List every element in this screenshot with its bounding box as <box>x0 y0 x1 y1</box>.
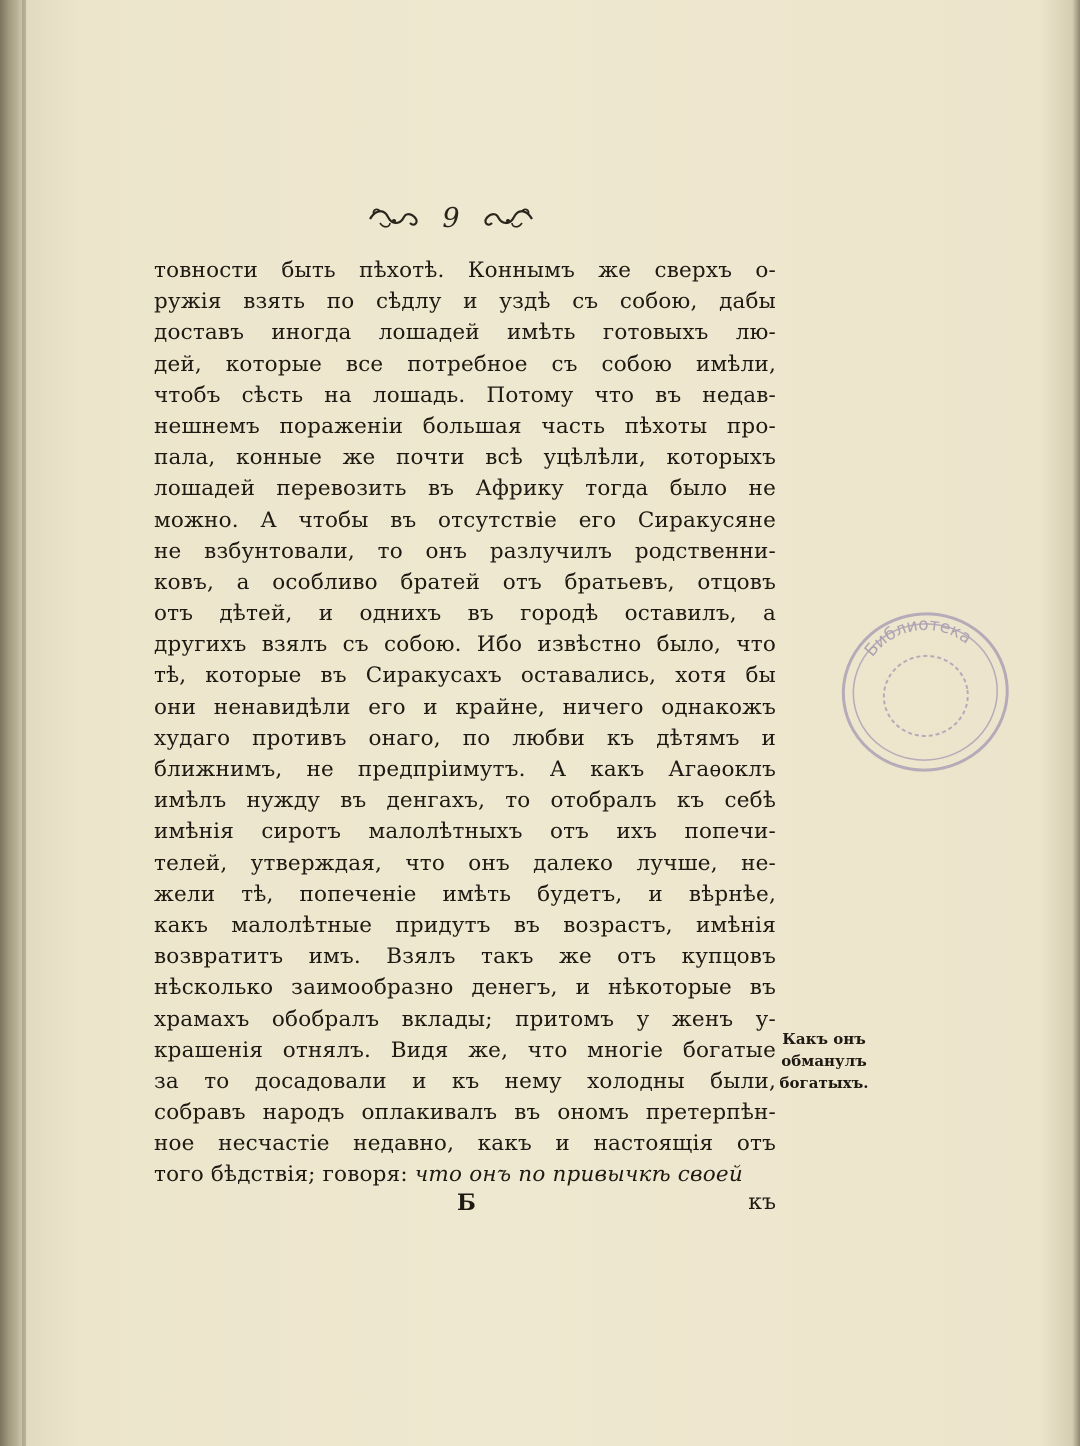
text-line: собравъ народъ оплакивалъ въ ономъ претерпѣн- <box>154 1100 776 1126</box>
text-line: имѣлъ нужду въ денгахъ, то отобралъ къ себѣ <box>154 788 776 814</box>
library-stamp-icon <box>818 588 1031 793</box>
page-header <box>366 196 536 240</box>
marginal-note-line: обманулъ <box>781 1052 867 1070</box>
body-text <box>154 255 776 1191</box>
text-line: они ненавидѣли его и крайне, ничего однакожъ <box>154 694 776 720</box>
page-footer <box>154 1190 776 1224</box>
marginal-note-line: Какъ онъ <box>782 1030 866 1048</box>
text-line: ное несчастіе недавно, какъ и настоящія отъ <box>154 1131 776 1157</box>
text-line: отъ дѣтей, и однихъ въ городѣ оставилъ, а <box>154 601 776 627</box>
text-line: ковъ, а особливо братей отъ братьевъ, отцовъ <box>154 569 776 595</box>
catchword: къ <box>748 1190 776 1215</box>
text-line: нѣсколько заимообразно денегъ, и нѣкоторые въ <box>154 975 776 1001</box>
text-line-last <box>154 1159 776 1190</box>
left-ornament-icon <box>366 203 424 233</box>
text-line: какъ малолѣтные придутъ въ возрастъ, имѣнія <box>154 912 776 938</box>
text-line: дей, которые все потребное съ собою имѣли, <box>154 351 776 377</box>
text-line: чтобъ сѣсть на лошадь. Потому что въ недав- <box>154 382 776 408</box>
text-line: доставъ иногда лошадей имѣть готовыхъ лю- <box>154 320 776 346</box>
page-fold <box>22 0 26 1446</box>
right-ornament-icon <box>478 203 536 233</box>
signature-mark: Б <box>457 1190 476 1216</box>
marginal-note-line: богатыхъ. <box>779 1074 869 1092</box>
text-line: жели тѣ, попеченіе имѣть будетъ, и вѣрнѣе, <box>154 881 776 907</box>
text-line: за то досадовали и къ нему холодны были, <box>154 1068 776 1094</box>
text-line: ближнимъ, не предпріимутъ. А какъ Агаѳоклъ <box>154 757 776 782</box>
stamp-text: Библиотека <box>860 614 976 661</box>
last-line-italic: что онъ по привычкѣ своей <box>414 1162 743 1188</box>
text-line: нешнемъ пораженіи большая часть пѣхоты про- <box>154 413 776 439</box>
text-line: тѣ, которые въ Сиракусахъ оставались, хотя бы <box>154 663 776 689</box>
text-line: телей, утверждая, что онъ далеко лучше, не- <box>154 850 776 876</box>
text-line: пала, конные же почти всѣ уцѣлѣли, которыхъ <box>154 445 776 471</box>
text-line: другихъ взялъ съ собою. Ибо извѣстно было, что <box>154 632 776 658</box>
text-line: не взбунтовали, то онъ разлучилъ родственни- <box>154 538 776 564</box>
text-line: ружія взять по сѣдлу и уздѣ съ собою, дабы <box>154 289 776 315</box>
text-line: крашенія отнялъ. Видя же, что многіе богатые <box>154 1037 776 1063</box>
text-line: худаго противъ онаго, по любви къ дѣтямъ и <box>154 725 776 751</box>
text-line: можно. А чтобы въ отсутствіе его Сиракусяне <box>154 507 776 533</box>
text-line: возвратитъ имъ. Взялъ такъ же отъ купцовъ <box>154 944 776 970</box>
text-line: лошадей перевозить въ Африку тогда было не <box>154 476 776 502</box>
last-line-plain: того бѣдствія; говоря: <box>154 1162 415 1188</box>
text-line: имѣнія сиротъ малолѣтныхъ отъ ихъ попечи- <box>154 819 776 845</box>
text-line: храмахъ обобралъ вклады; притомъ у женъ у- <box>154 1006 776 1032</box>
marginal-note <box>776 1028 872 1094</box>
page-number: 9 <box>442 202 460 234</box>
text-line: товности быть пѣхотѣ. Коннымъ же сверхъ о- <box>154 258 776 283</box>
